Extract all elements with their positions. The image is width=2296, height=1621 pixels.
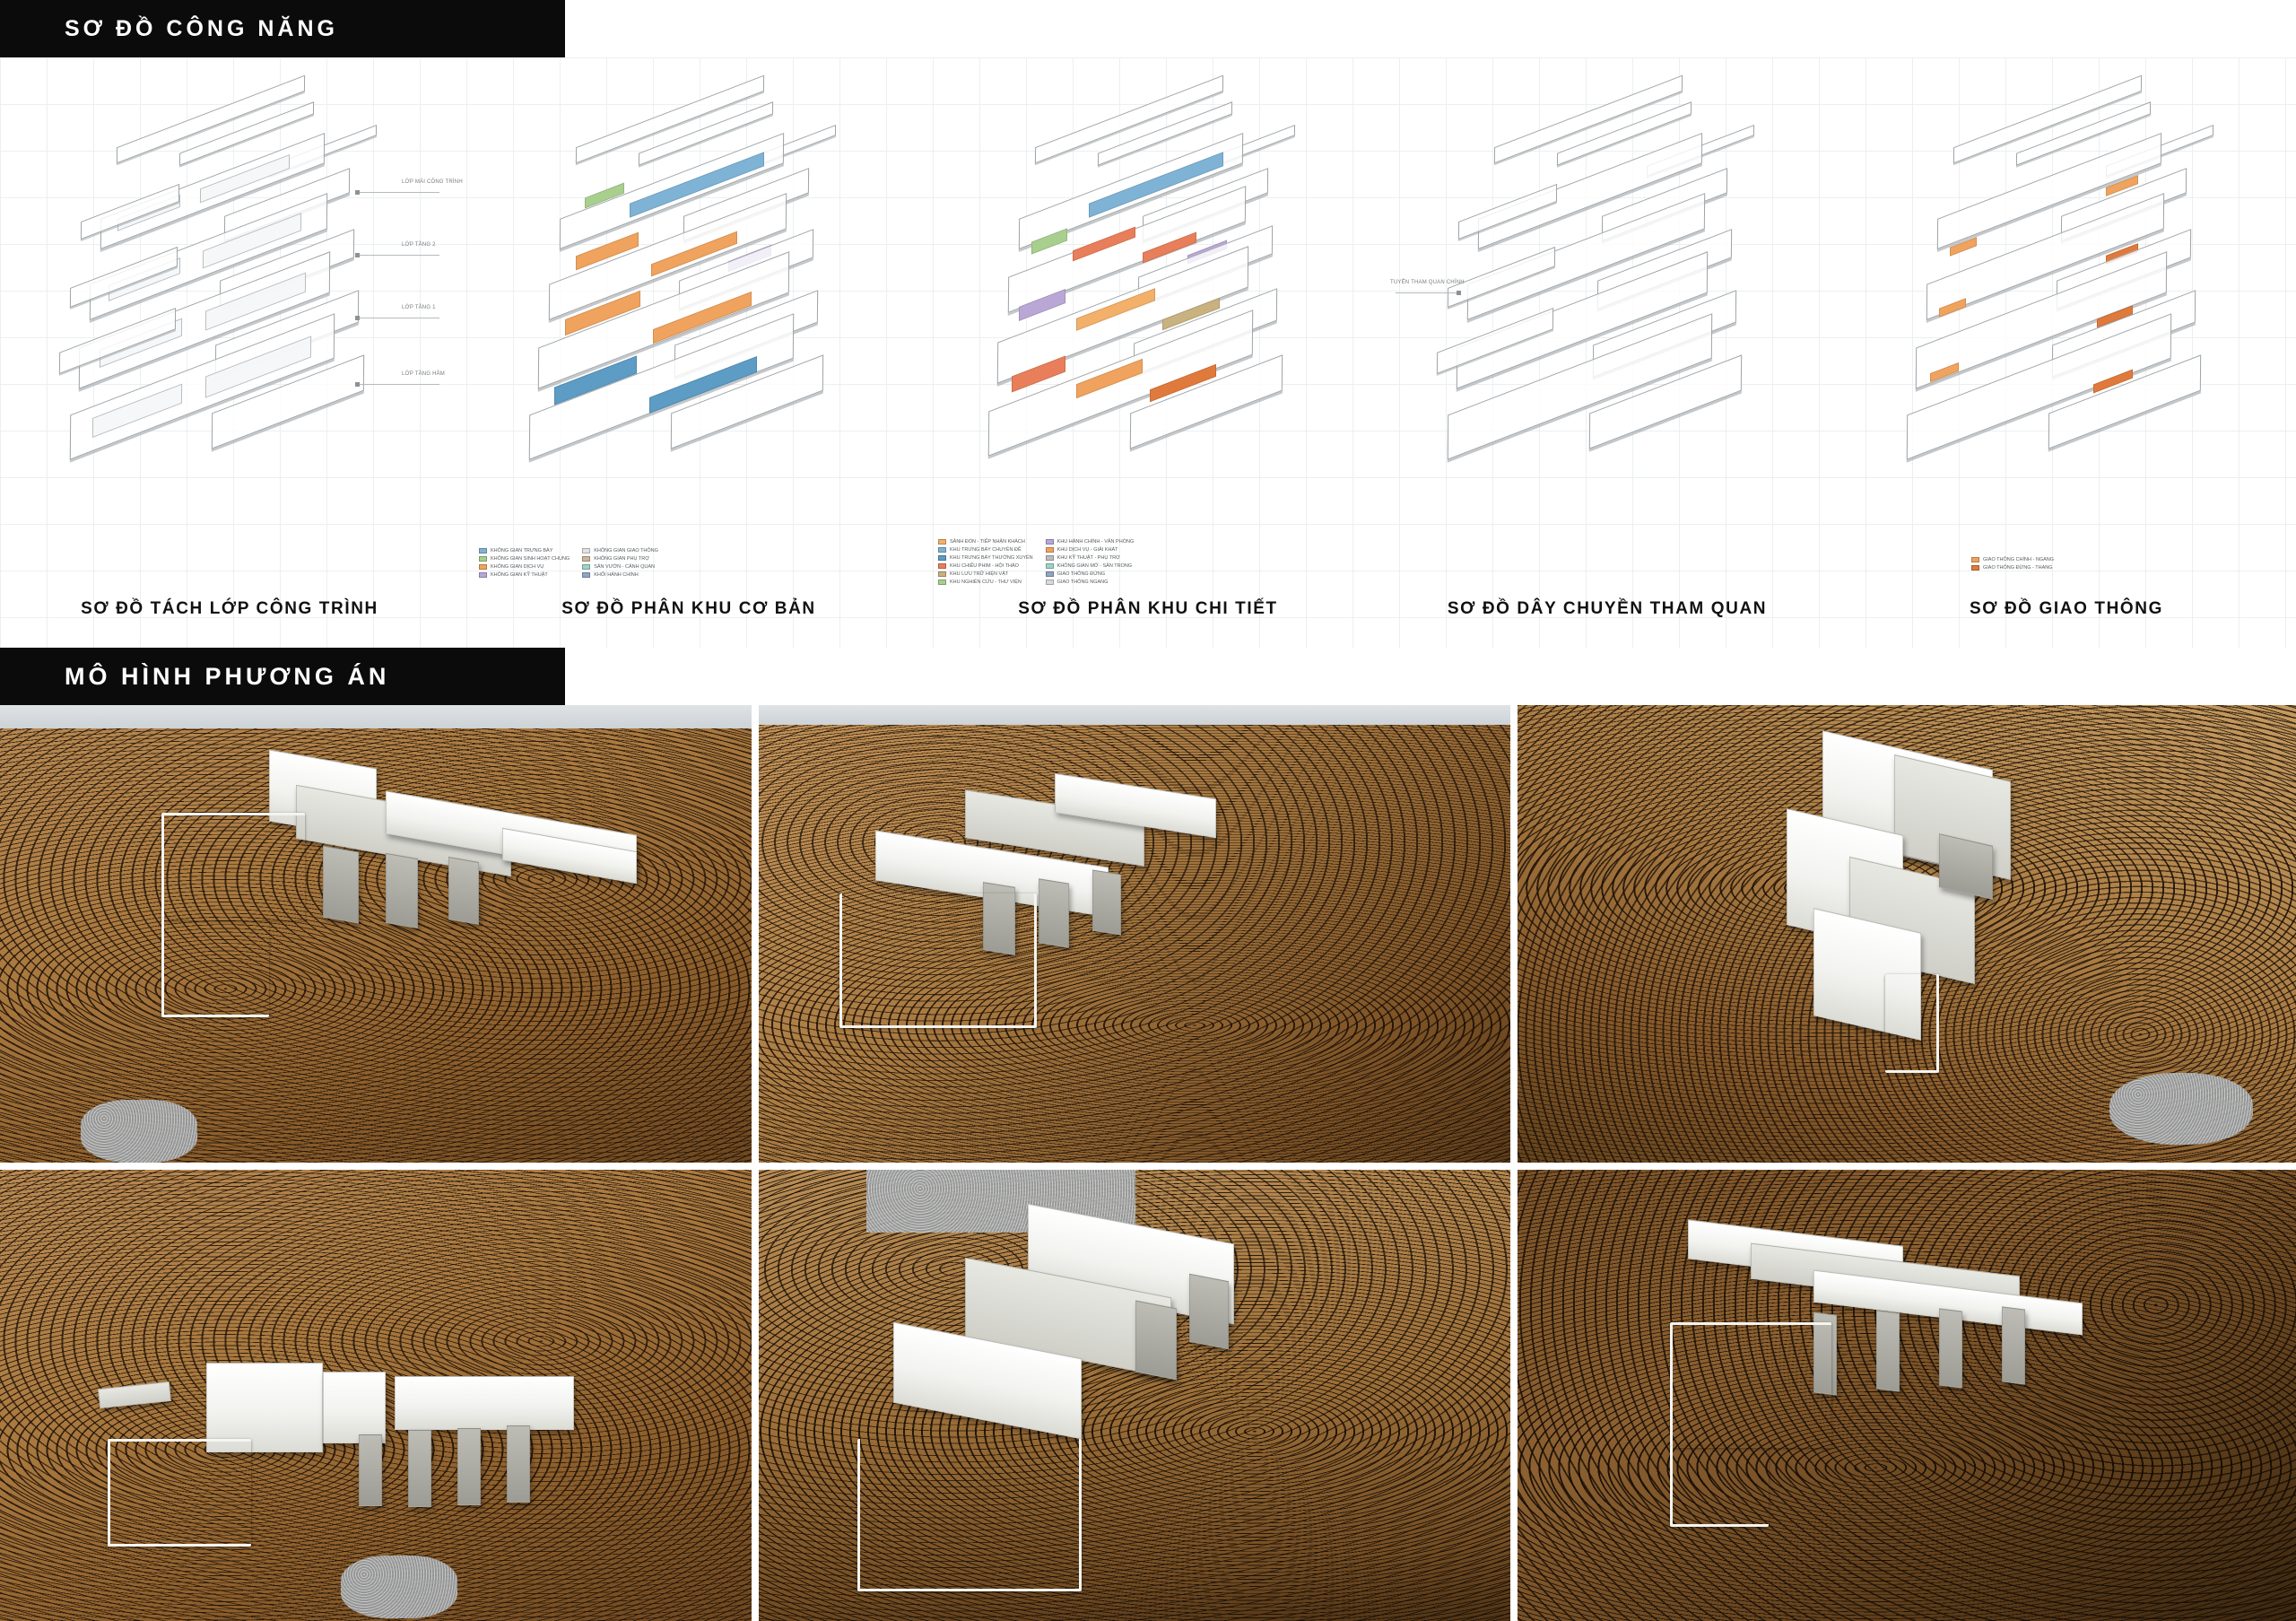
legend-item <box>938 580 1033 585</box>
legend-label: GIAO THÔNG ĐỨNG <box>1057 571 1106 577</box>
photo-background <box>759 705 1510 725</box>
legend-swatch-icon <box>1971 557 1979 562</box>
legend-label: KHỐI HÀNH CHÍNH <box>594 572 639 578</box>
model-photo-3[interactable] <box>1518 705 2296 1163</box>
legend-swatch-icon <box>1046 539 1054 545</box>
legend-swatch-icon <box>479 572 487 578</box>
legend-label: KHÔNG GIAN PHỤ TRỢ <box>594 556 649 562</box>
legend-item <box>1046 571 1135 577</box>
legend-item <box>1046 539 1135 545</box>
legend-label: GIAO THÔNG ĐỨNG - THANG <box>1983 565 2053 571</box>
legend-item <box>1971 565 2054 571</box>
legend-swatch-icon <box>1046 580 1054 585</box>
legend-item <box>938 547 1033 553</box>
gravel-area <box>2109 1073 2253 1145</box>
diagram-exploded-axon-2 <box>459 68 918 517</box>
legend-swatch-icon <box>479 564 487 570</box>
legend-item <box>1046 563 1135 569</box>
leader-label-1: LỚP MÁI CÔNG TRÌNH <box>402 179 463 185</box>
approach-path <box>161 813 305 920</box>
legend-label: KHU DỊCH VỤ - GIẢI KHÁT <box>1057 547 1118 553</box>
leader-label-2: LỚP TẦNG 2 <box>402 242 436 248</box>
approach-path-lower <box>1670 1446 1769 1527</box>
diagram-legend-2 <box>479 548 658 578</box>
legend-item <box>938 555 1033 561</box>
legend-swatch-icon <box>582 548 590 553</box>
leader-label-4: LỚP TẦNG HẦM <box>402 371 446 377</box>
legend-label: KHU TRƯNG BÀY CHUYÊN ĐỀ <box>950 547 1022 553</box>
legend-label: KHU HÀNH CHÍNH - VĂN PHÒNG <box>1057 539 1135 545</box>
model-photo-6[interactable] <box>1518 1170 2296 1621</box>
approach-path <box>108 1439 251 1547</box>
gravel-area <box>341 1556 457 1618</box>
photo-caption <box>9 1605 172 1616</box>
legend-item <box>1046 580 1135 585</box>
legend-swatch-icon <box>938 571 946 577</box>
diagram-legend-5 <box>1971 557 2054 571</box>
diagram-day-chuyen-tham-quan <box>1378 57 1837 648</box>
legend-swatch-icon <box>1046 555 1054 561</box>
legend-label: KHÔNG GIAN SINH HOẠT CHUNG <box>491 556 570 562</box>
legend-item <box>1046 555 1135 561</box>
legend-label: KHU KỸ THUẬT - PHỤ TRỢ <box>1057 555 1120 561</box>
legend-item <box>1971 557 2054 562</box>
legend-item <box>582 572 658 578</box>
section-title-1: SƠ ĐỒ CÔNG NĂNG <box>65 15 338 41</box>
legend-label: KHU TRƯNG BÀY THƯỜNG XUYÊN <box>950 555 1033 561</box>
photo-caption <box>1526 1605 1709 1616</box>
diagram-caption-3: SƠ ĐỒ PHÂN KHU CHI TIẾT <box>1018 599 1278 618</box>
diagram-exploded-axon-1 <box>0 68 463 517</box>
diagram-caption-5: SƠ ĐỒ GIAO THÔNG <box>1970 599 2163 618</box>
legend-column <box>938 539 1033 585</box>
legend-swatch-icon <box>938 563 946 569</box>
legend-label: KHÔNG GIAN TRƯNG BÀY <box>491 548 553 553</box>
legend-swatch-icon <box>1971 565 1979 571</box>
legend-label: SẢNH ĐÓN - TIẾP NHẬN KHÁCH <box>950 539 1025 545</box>
legend-item <box>582 548 658 553</box>
legend-item <box>938 571 1033 577</box>
legend-column <box>1971 557 2054 571</box>
photo-caption <box>768 1605 1007 1616</box>
legend-swatch-icon <box>938 539 946 545</box>
legend-swatch-icon <box>479 548 487 553</box>
model-photo-5[interactable] <box>759 1170 1510 1621</box>
legend-item <box>479 556 570 562</box>
approach-path <box>1885 974 1939 1073</box>
legend-swatch-icon <box>582 572 590 578</box>
legend-item <box>938 563 1033 569</box>
section-title-2: MÔ HÌNH PHƯƠNG ÁN <box>65 662 390 690</box>
approach-path-lower <box>161 919 269 1017</box>
legend-column <box>1046 539 1135 585</box>
leader-label-tour-route: TUYẾN THAM QUAN CHÍNH <box>1390 280 1465 285</box>
legend-label: KHU NGHIÊN CỨU - THƯ VIỆN <box>950 580 1022 585</box>
diagram-exploded-axon-3 <box>918 68 1378 517</box>
legend-swatch-icon <box>938 580 946 585</box>
legend-swatch-icon <box>938 555 946 561</box>
legend-label: KHÔNG GIAN KỸ THUẬT <box>491 572 548 578</box>
legend-item <box>479 564 570 570</box>
diagram-caption-4: SƠ ĐỒ DÂY CHUYỀN THAM QUAN <box>1447 599 1768 618</box>
legend-column <box>582 548 658 578</box>
legend-item <box>479 548 570 553</box>
terrain-contours <box>1518 1170 2296 1621</box>
section-banner-functional-diagrams <box>0 0 565 57</box>
photo-background <box>0 705 752 728</box>
diagram-caption-2: SƠ ĐỒ PHÂN KHU CƠ BẢN <box>561 599 816 618</box>
legend-label: SÂN VƯỜN - CẢNH QUAN <box>594 564 655 570</box>
model-photo-grid <box>0 705 2296 1621</box>
approach-path <box>839 893 1037 1028</box>
diagram-giao-thong <box>1837 57 2296 648</box>
legend-label: KHU LƯU TRỮ HIỆN VẬT <box>950 571 1009 577</box>
legend-column <box>479 548 570 578</box>
legend-label: KHU CHIẾU PHIM - HỘI THẢO <box>950 563 1019 569</box>
model-photo-4[interactable] <box>0 1170 752 1621</box>
photo-caption <box>9 1146 230 1157</box>
legend-swatch-icon <box>479 556 487 562</box>
legend-item <box>479 572 570 578</box>
leader-label-3: LỚP TẦNG 1 <box>402 305 436 310</box>
legend-swatch-icon <box>1046 571 1054 577</box>
diagram-caption-1: SƠ ĐỒ TÁCH LỚP CÔNG TRÌNH <box>81 599 378 618</box>
legend-label: KHÔNG GIAN DỊCH VỤ <box>491 564 544 570</box>
legend-item <box>582 556 658 562</box>
legend-item <box>582 564 658 570</box>
approach-path <box>1670 1322 1831 1448</box>
functional-diagram-strip <box>0 57 2296 648</box>
diagram-phan-khu-chi-tiet <box>918 57 1378 648</box>
photo-caption <box>768 1146 959 1157</box>
model-photo-1[interactable] <box>0 705 752 1163</box>
diagram-phan-khu-co-ban <box>459 57 918 648</box>
diagram-exploded-axon-4 <box>1378 68 1837 517</box>
diagram-legend-3 <box>938 539 1134 585</box>
legend-label: GIAO THÔNG CHÍNH - NGANG <box>1983 557 2055 562</box>
legend-label: KHÔNG GIAN MỞ - SÂN TRONG <box>1057 563 1133 569</box>
legend-swatch-icon <box>582 556 590 562</box>
diagram-exploded-axon-5 <box>1837 68 2296 517</box>
legend-item <box>1046 547 1135 553</box>
diagram-tach-lop-cong-trinh <box>0 57 463 648</box>
photo-caption <box>1526 1146 1736 1157</box>
legend-swatch-icon <box>582 564 590 570</box>
legend-swatch-icon <box>1046 563 1054 569</box>
section-banner-model-photos <box>0 648 565 705</box>
model-photo-2[interactable] <box>759 705 1510 1163</box>
approach-path <box>857 1439 1082 1591</box>
legend-swatch-icon <box>1046 547 1054 553</box>
legend-item <box>938 539 1033 545</box>
legend-label: GIAO THÔNG NGANG <box>1057 580 1109 585</box>
legend-swatch-icon <box>938 547 946 553</box>
legend-label: KHÔNG GIAN GIAO THÔNG <box>594 548 658 553</box>
